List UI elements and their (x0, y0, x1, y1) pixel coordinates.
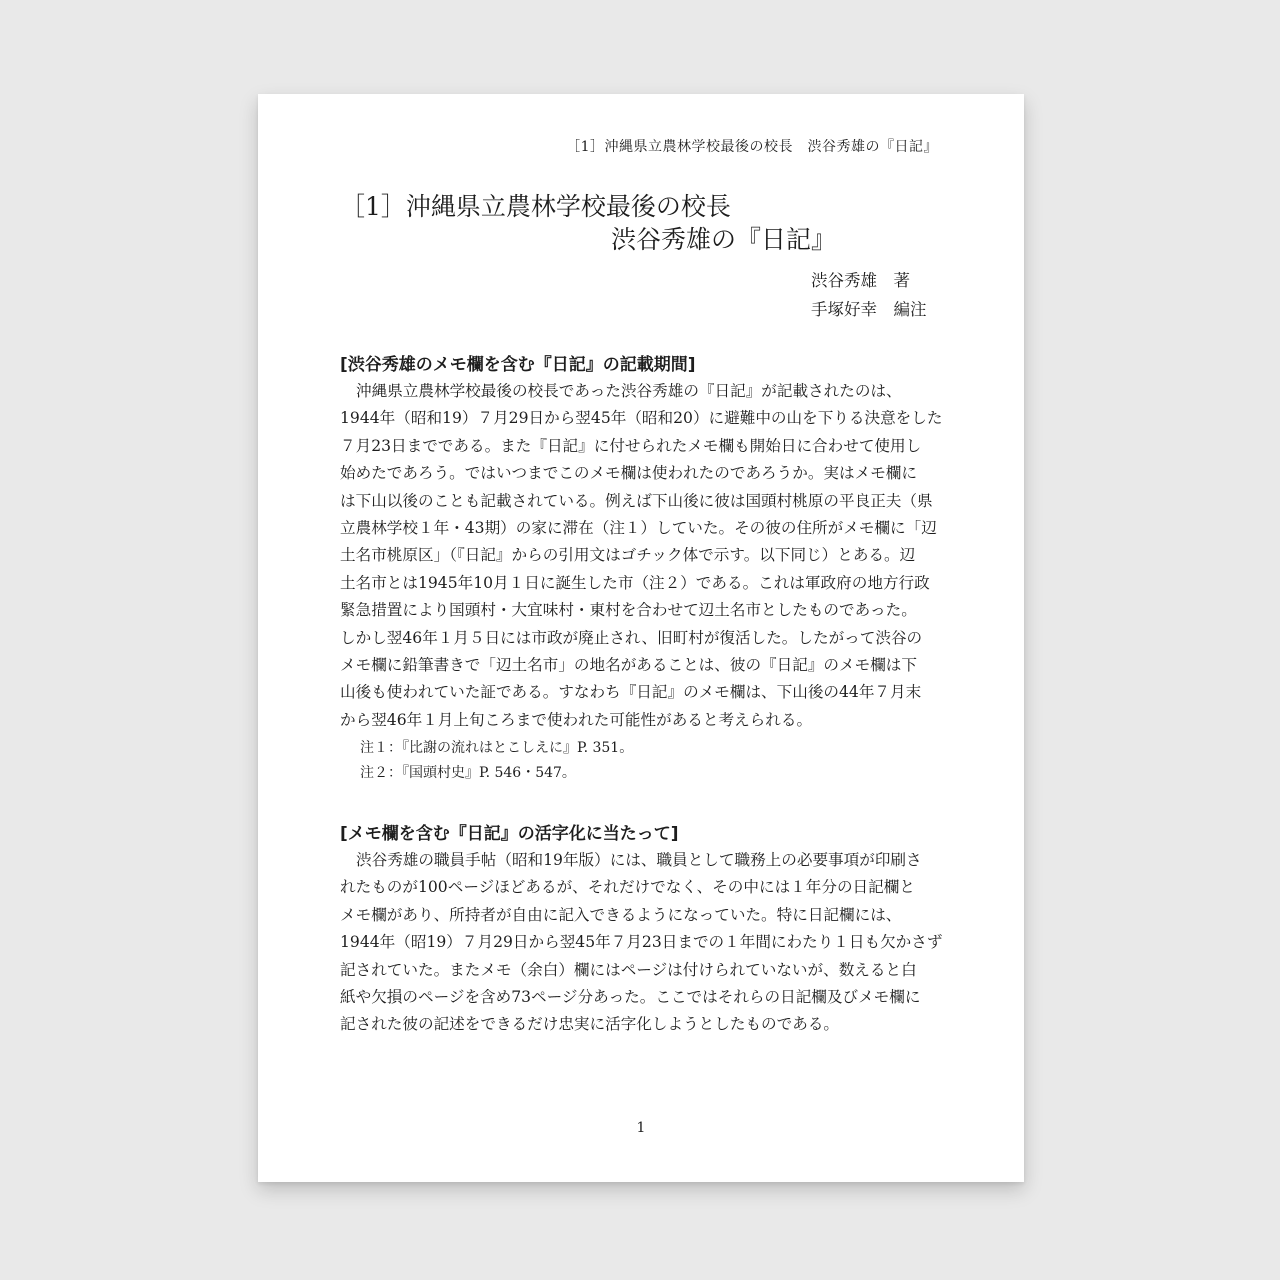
section-heading: [渋谷秀雄のメモ欄を含む『日記』の記載期間] (340, 355, 696, 375)
section-transcription (340, 821, 943, 1039)
text-line: 1944年（昭19）７月29日から翌45年７月23日までの１年間にわたり１日も欠かさず (340, 933, 943, 952)
text-line: 土名市桃原区」（『日記』からの引用文はゴチック体で示す。以下同じ）とある。辺 (340, 546, 916, 565)
editor-line: 手塚好幸 編注 (811, 300, 927, 319)
section-recording-period (340, 352, 943, 786)
text-line: 緊急措置により国頭村・大宜味村・東村を合わせて辺土名市としたものであった。 (340, 601, 917, 620)
running-head: ［1］沖縄県立農林学校最後の校長 渋谷秀雄の『日記』 (566, 139, 938, 155)
text-line: 紙や欠損のページを含め73ページ分あった。ここではそれらの日記欄及びメモ欄に (340, 988, 921, 1007)
text-line: 立農林学校１年・43期）の家に滞在（注１）していた。その彼の住所がメモ欄に「辺 (340, 519, 937, 538)
section-paragraph (340, 378, 943, 734)
title-line-1: ［1］沖縄県立農林学校最後の校長 (340, 192, 731, 221)
text-line: メモ欄に鉛筆書きで「辺土名市」の地名があることは、彼の『日記』のメモ欄は下 (340, 656, 917, 675)
text-line: 始めたであろう。ではいつまでこのメモ欄は使われたのであろうか。実はメモ欄に (340, 464, 917, 483)
text-line: から翌46年１月上旬ころまで使われた可能性があると考えられる。 (340, 710, 813, 729)
author-line: 渋谷秀雄 著 (811, 271, 910, 290)
footnotes (340, 736, 938, 786)
author-block (811, 266, 927, 324)
text-line: 記されていた。またメモ（余白）欄にはページは付けられていないが、数えると白 (340, 960, 917, 979)
text-line: 記された彼の記述をできるだけ忠実に活字化しようとしたものである。 (340, 1015, 840, 1034)
text-line: は下山以後のことも記載されている。例えば下山後に彼は国頭村桃原の平良正夫（県 (340, 491, 933, 510)
text-line: れたものが100ページほどあるが、それだけでなく、その中には１年分の日記欄と (340, 878, 915, 897)
document-page (258, 94, 1024, 1182)
footnote-1: 注１：『比謝の流れはとこしえに』P. 351。 (360, 740, 634, 757)
text-line: 山後も使われていた証である。すなわち『日記』のメモ欄は、下山後の44年７月末 (340, 683, 922, 702)
text-line: メモ欄があり、所持者が自由に記入できるようになっていた。特に日記欄には、 (340, 905, 902, 924)
text-line: 土名市とは1945年10月１日に誕生した市（注２）である。これは軍政府の地方行政 (340, 573, 930, 592)
page-title (340, 190, 840, 256)
text-line: 沖縄県立農林学校最後の校長であった渋谷秀雄の『日記』が記載されたのは、 (356, 382, 902, 400)
section-paragraph (340, 847, 943, 1039)
text-line: ７月23日までである。また『日記』に付せられたメモ欄も開始日に合わせて使用し (340, 436, 922, 455)
footnote-2: 注２：『国頭村史』P. 546・547。 (360, 765, 576, 782)
page-number: 1 (636, 1120, 646, 1136)
text-line: 1944年（昭和19）７月29日から翌45年（昭和20）に避難中の山を下りる決意をした (340, 409, 943, 428)
title-line-2: 渋谷秀雄の『日記』 (611, 225, 837, 254)
section-heading: [メモ欄を含む『日記』の活字化に当たって] (340, 824, 679, 844)
text-line: しかし翌46年１月５日には市政が廃止され、旧町村が復活した。したがって渋谷の (340, 628, 923, 647)
text-line: 渋谷秀雄の職員手帖（昭和19年版）には、職員として職務上の必要事項が印刷さ (356, 851, 922, 869)
